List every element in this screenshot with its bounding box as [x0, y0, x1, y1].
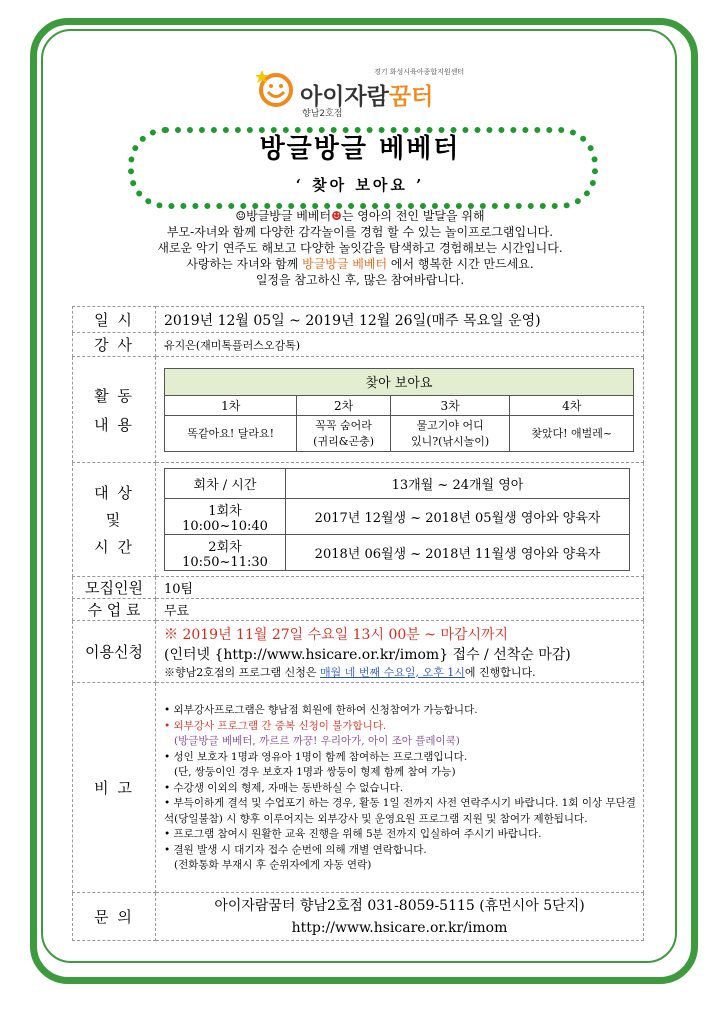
teacher-label: 강 사 [73, 333, 156, 357]
session-2-header: 2차 [297, 395, 390, 415]
note-item: (방글방글 베베터, 까르르 까꿍! 우리아가, 아이 조아 플레이쿡) [174, 735, 460, 748]
target-session-2-desc: 2018년 06월생 ~ 2018년 11월생 영아와 양육자 [286, 535, 630, 571]
recruit-label: 모집인원 [73, 577, 156, 599]
fee-label: 수 업 료 [73, 599, 156, 621]
date-value: 2019년 12월 05일 ~ 2019년 12월 26일(매주 목요일 운영) [156, 307, 644, 333]
target-table [164, 468, 630, 571]
note-item: • 성인 보호자 1명과 영유아 1명이 함께 참여하는 프로그램입니다. [164, 750, 468, 763]
contact-label: 문 의 [73, 893, 156, 941]
session-1-content: 똑같아요! 달라요! [165, 415, 297, 451]
date-label: 일 시 [73, 307, 156, 333]
contact-cell [156, 893, 644, 941]
target-head-left: 회차 / 시간 [165, 469, 286, 499]
note-item: • 외부강사프로그램은 향남점 회원에 한하여 신청참여가 가능합니다. [164, 704, 478, 717]
activity-table [164, 368, 634, 452]
fee-value: 무료 [156, 599, 644, 621]
session-3-header: 3차 [390, 395, 510, 415]
activity-header: 찾아 보아요 [165, 368, 634, 395]
apply-method: (인터넷 {http://www.hsicare.or.kr/imom} 접수 / 선착순 마감) [164, 646, 571, 663]
page-title: 방글방글 베베터 [259, 134, 461, 164]
target-session-1: 1회차 10:00~10:40 [165, 499, 286, 535]
intro-line-4: 사랑하는 자녀와 함께 방글방글 베베터 에서 행복한 시간 만드세요. [186, 257, 534, 271]
row-notes [73, 683, 644, 893]
row-activity [73, 357, 644, 463]
teacher-value: 유지은(재미톡플러스오감톡) [156, 333, 644, 357]
target-label: 대 상 및 시 간 [73, 463, 156, 577]
intro-line-3: 새로운 악기 연주도 해보고 다양한 놀잇감을 탐색하고 경험해보는 시간입니다. [157, 241, 563, 255]
apply-label: 이용신청 [73, 621, 156, 683]
apply-schedule-link[interactable]: 매월 네 번째 수요일, 오후 1시 [320, 665, 465, 679]
center-logo [256, 62, 476, 120]
row-apply [73, 621, 644, 683]
note-item: • 외부강사 프로그램 간 중복 신청이 불가합니다. [164, 719, 387, 732]
session-4-content: 찾았다! 애벌레~ [510, 415, 634, 451]
target-session-1-desc: 2017년 12월생 ~ 2018년 05월생 영아와 양육자 [286, 499, 630, 535]
session-1-header: 1차 [165, 395, 297, 415]
logo-branch: 향남2호점 [302, 109, 343, 119]
recruit-value: 10팀 [156, 577, 644, 599]
note-item: • 수강생 이외의 형제, 자매는 동반하실 수 없습니다. [164, 781, 404, 794]
apply-period: ※ 2019년 11월 27일 수요일 13시 00분 ~ 마감시까지 [164, 626, 509, 643]
note-item: (단, 쌍둥이인 경우 보호자 1명과 쌍둥이 형제 함께 참여 가능) [174, 766, 456, 779]
smiley-logo-icon [256, 68, 296, 108]
apply-cell [156, 621, 644, 683]
intro-text [0, 208, 720, 288]
smiley-icon: ☻ [331, 209, 342, 223]
target-head-right: 13개월 ~ 24개월 영아 [286, 469, 630, 499]
note-item: • 프로그램 참여시 원활한 교육 진행을 위해 5분 전까지 입실하여 주시기 바랍니다. [164, 828, 542, 841]
session-4-header: 4차 [510, 395, 634, 415]
target-cell [156, 463, 644, 577]
row-contact [73, 893, 644, 941]
intro-line-2: 부모-자녀와 함께 다양한 감각놀이를 경험 할 수 있는 놀이프로그램입니다. [166, 225, 554, 239]
row-recruit [73, 577, 644, 599]
target-session-2: 2회차 10:50~11:30 [165, 535, 286, 571]
intro-line-1: ☺방글방글 베베터☻는 영아의 전인 발달을 위해 [235, 209, 485, 223]
notes-cell [156, 683, 644, 893]
info-table [72, 306, 644, 941]
note-item: • 부득이하게 결석 및 수업포기 하는 경우, 활동 1일 전까지 사전 연락주시기 바랍니다. 1회 이상 무단결석(당일불참) 시 향후 이루어지는 외부강사 및 운영요원 프로그램 지원 및 참여가 제한됩니다. [164, 797, 636, 825]
note-item: (전화통화 부재시 후 순위자에게 자동 연락) [174, 859, 372, 872]
logo-name: 아이자람꿈터 [300, 84, 434, 110]
row-target [73, 463, 644, 577]
apply-note: ※향남2호점의 프로그램 신청은 매월 네 번째 수요일, 오후 1시에 진행합니다. [164, 665, 536, 679]
note-item: • 결원 발생 시 대기자 접수 순번에 의해 개별 연락합니다. [164, 843, 427, 856]
contact-url[interactable]: http://www.hsicare.or.kr/imom [291, 919, 508, 936]
session-2-content: 꼭꼭 숨어라 (귀리&곤충) [297, 415, 390, 451]
logo-org-text: 경기 화성시육아종합지원센터 [374, 68, 465, 76]
activity-label: 활 동 내 용 [73, 357, 156, 463]
activity-cell [156, 357, 644, 463]
row-date [73, 307, 644, 333]
row-teacher [73, 333, 644, 357]
page-subtitle: ‘ 찾아 보아요 ’ [295, 176, 425, 194]
notes-label: 비 고 [73, 683, 156, 893]
contact-line: 아이자람꿈터 향남2호점 031-8059-5115 (휴먼시아 5단지) [214, 897, 585, 914]
row-fee [73, 599, 644, 621]
notes-list [156, 697, 643, 878]
intro-line-5: 일정을 참고하신 후, 많은 참여바랍니다. [255, 273, 465, 287]
session-3-content: 물고기야 어디 있니?(낚시놀이) [390, 415, 510, 451]
